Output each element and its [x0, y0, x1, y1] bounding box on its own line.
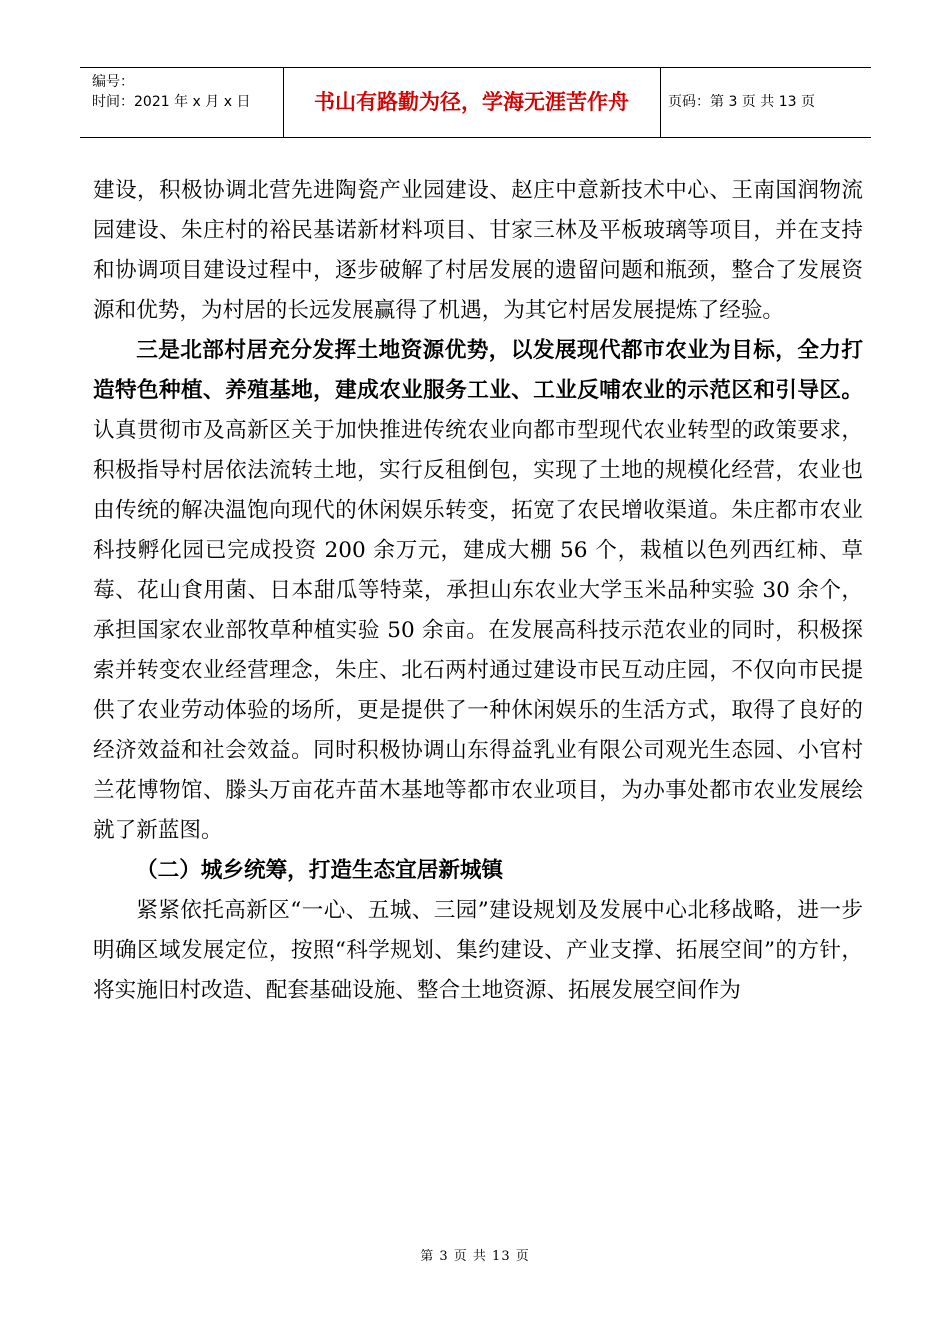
- paragraph-urban-rural: 紧紧依托高新区“一心、五城、三园”建设规划及发展中心北移战略，进一步明确区域发展定位，按照“科学规划、集约建设、产业支撑、拓展空间”的方针，将实施旧村改造、配套基础设施、整合土地资源、拓展发展空间作为: [93, 898, 863, 1003]
- document-date-label: 时间：2021 年 x 月 x 日: [92, 94, 251, 110]
- section-heading: （二）城乡统筹，打造生态宜居新城镇: [136, 858, 504, 883]
- header-divider: [660, 68, 661, 137]
- paragraph-lead-bold: 三是北部村居充分发挥土地资源优势，以发展现代都市农业为目标，全力打造特色种植、养殖基地，建成农业服务工业、工业反哺农业的示范区和引导区。: [93, 338, 863, 403]
- document-number-label: 编号：: [92, 74, 134, 90]
- paragraph-body: 认真贯彻市及高新区关于加快推进传统农业向都市型现代农业转型的政策要求，积极指导村居依法流转土地，实行反租倒包，实现了土地的规模化经营，农业也由传统的解决温饱向现代的休闲娱乐转变，拓宽了农民增收渠道。朱庄都市农业科技孵化园已完成投资 200 余万元，建成大棚 56 个，栽植以色列西红柿、草莓、花山食用菌、日本甜瓜等特菜，承担山东农业大学玉米品种实验 30 余个，承担国家农业部牧草种植实验 50 余亩。在发展高科技示范农业的同时，积极探索并转变农业经营理念，朱庄、北石两村通过建设市民互动庄园，不仅向市民提供了农业劳动体验的场所，更是提供了一种休闲娱乐的生活方式，取得了良好的经济效益和社会效益。同时积极协调山东得益乳业有限公司观光生态园、小官村兰花博物馆、滕头万亩花卉苗木基地等都市农业项目，为办事处都市农业发展绘就了新蓝图。: [93, 418, 863, 843]
- paragraph-agriculture: [93, 331, 863, 851]
- header-page-number: 页码：第 3 页 共 13 页: [668, 94, 815, 110]
- document-body: [93, 171, 863, 1011]
- page-header: [80, 67, 871, 138]
- paragraph-continuation: 建设，积极协调北营先进陶瓷产业园建设、赵庄中意新技术中心、王南国润物流园建设、朱庄村的裕民基诺新材料项目、甘家三林及平板玻璃等项目，并在支持和协调项目建设过程中，逐步破解了村居发展的遗留问题和瓶颈，整合了发展资源和优势，为村居的长远发展赢得了机遇，为其它村居发展提炼了经验。: [93, 178, 863, 323]
- header-motto: 书山有路勤为径，学海无涯苦作舟: [314, 90, 629, 114]
- header-meta: [92, 72, 282, 112]
- page-footer: 第 3 页 共 13 页: [420, 1249, 530, 1264]
